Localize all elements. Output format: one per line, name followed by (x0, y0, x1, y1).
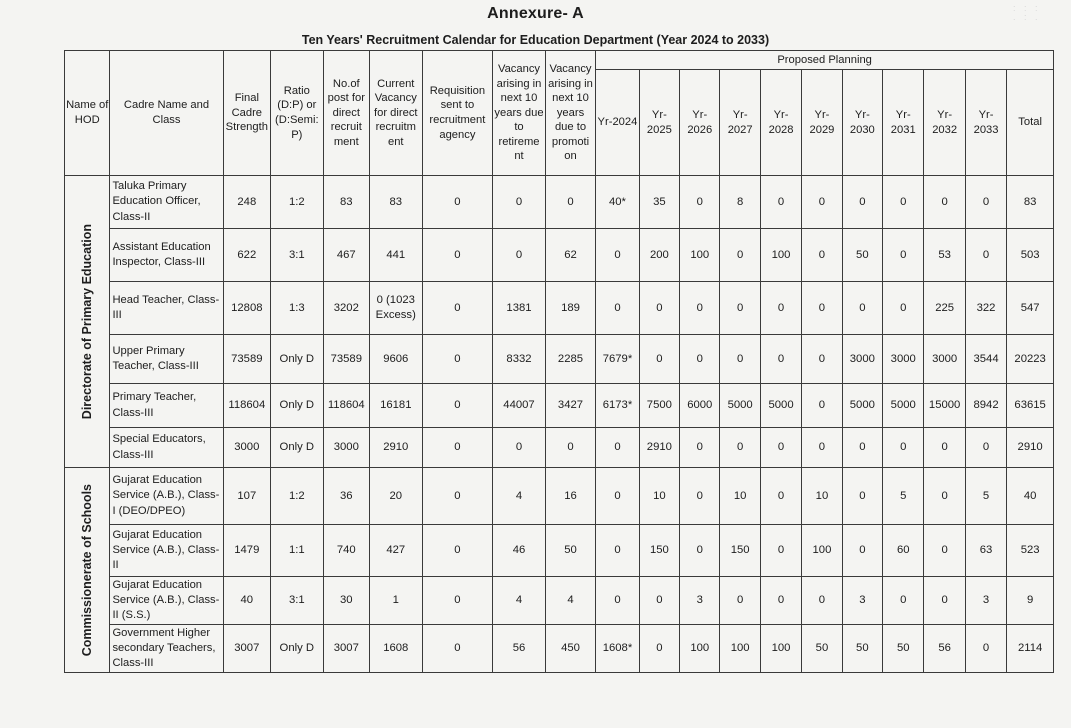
year-value-cell: 0 (883, 428, 924, 468)
current-vacancy-cell: 427 (370, 525, 423, 577)
total-cell: 503 (1007, 229, 1054, 282)
ratio-cell: Only D (271, 384, 324, 428)
year-value-cell: 3000 (924, 335, 965, 384)
table-row (65, 282, 1054, 335)
year-value-cell: 5 (965, 468, 1006, 525)
header-vacancy-promotion: Vacancy arising in next 10 years due to promoti on (545, 51, 596, 176)
final-strength-cell: 73589 (223, 335, 270, 384)
year-value-cell: 100 (680, 229, 720, 282)
cadre-cell: Taluka Primary Education Officer, Class-II (110, 176, 223, 229)
year-value-cell: 3 (680, 577, 720, 625)
current-vacancy-cell: 83 (370, 176, 423, 229)
year-value-cell: 5000 (760, 384, 801, 428)
posts-direct-cell: 83 (323, 176, 369, 229)
year-value-cell: 0 (639, 335, 679, 384)
header-cadre: Cadre Name and Class (110, 51, 223, 176)
current-vacancy-cell: 0 (1023 Excess) (370, 282, 423, 335)
year-value-cell: 0 (720, 577, 760, 625)
year-value-cell: 3000 (883, 335, 924, 384)
year-value-cell: 0 (924, 428, 965, 468)
total-cell: 40 (1007, 468, 1054, 525)
year-value-cell: 0 (802, 384, 842, 428)
year-value-cell: 3 (842, 577, 882, 625)
year-value-cell: 0 (842, 468, 882, 525)
year-value-cell: 5000 (720, 384, 760, 428)
year-value-cell: 10 (639, 468, 679, 525)
posts-direct-cell: 36 (323, 468, 369, 525)
current-vacancy-cell: 9606 (370, 335, 423, 384)
final-strength-cell: 3000 (223, 428, 270, 468)
vacancy-promotion-cell: 0 (545, 428, 596, 468)
ratio-cell: 1:1 (271, 525, 324, 577)
total-cell: 2114 (1007, 625, 1054, 673)
corner-watermark: : : : . : . (1013, 3, 1041, 22)
final-strength-cell: 248 (223, 176, 270, 229)
year-value-cell: 0 (680, 428, 720, 468)
final-strength-cell: 118604 (223, 384, 270, 428)
year-value-cell: 0 (802, 335, 842, 384)
year-value-cell: 0 (596, 577, 639, 625)
year-value-cell: 0 (924, 176, 965, 229)
year-value-cell: 150 (639, 525, 679, 577)
header-year: Yr-2031 (883, 70, 924, 176)
year-value-cell: 0 (842, 176, 882, 229)
hod-cell (65, 176, 110, 468)
table-row (65, 335, 1054, 384)
hod-cell (65, 468, 110, 673)
table-row (65, 176, 1054, 229)
posts-direct-cell: 3007 (323, 625, 369, 673)
posts-direct-cell: 30 (323, 577, 369, 625)
vacancy-retirement-cell: 44007 (493, 384, 546, 428)
cadre-cell: Assistant Education Inspector, Class-III (110, 229, 223, 282)
year-value-cell: 0 (639, 625, 679, 673)
ratio-cell: Only D (271, 335, 324, 384)
requisition-cell: 0 (422, 577, 493, 625)
vacancy-promotion-cell: 450 (545, 625, 596, 673)
cadre-cell: Gujarat Education Service (A.B.), Class-II (110, 525, 223, 577)
vacancy-retirement-cell: 4 (493, 577, 546, 625)
year-value-cell: 2910 (639, 428, 679, 468)
posts-direct-cell: 118604 (323, 384, 369, 428)
requisition-cell: 0 (422, 468, 493, 525)
year-value-cell: 50 (883, 625, 924, 673)
year-value-cell: 0 (883, 577, 924, 625)
year-value-cell: 0 (965, 229, 1006, 282)
ratio-cell: 1:2 (271, 176, 324, 229)
current-vacancy-cell: 441 (370, 229, 423, 282)
cadre-cell: Gujarat Education Service (A.B.), Class-I (DEO/DPEO) (110, 468, 223, 525)
year-value-cell: 5 (883, 468, 924, 525)
year-value-cell: 0 (842, 282, 882, 335)
year-value-cell: 0 (639, 577, 679, 625)
header-year: Yr-2027 (720, 70, 760, 176)
year-value-cell: 0 (680, 525, 720, 577)
requisition-cell: 0 (422, 229, 493, 282)
year-value-cell: 5000 (842, 384, 882, 428)
total-cell: 2910 (1007, 428, 1054, 468)
current-vacancy-cell: 2910 (370, 428, 423, 468)
year-value-cell: 0 (760, 335, 801, 384)
vacancy-promotion-cell: 62 (545, 229, 596, 282)
requisition-cell: 0 (422, 525, 493, 577)
header-posts-direct: No.of post for direct recruit ment (323, 51, 369, 176)
posts-direct-cell: 467 (323, 229, 369, 282)
current-vacancy-cell: 1 (370, 577, 423, 625)
page-title: Annexure- A (487, 5, 584, 22)
year-value-cell: 1608* (596, 625, 639, 673)
current-vacancy-cell: 16181 (370, 384, 423, 428)
year-value-cell: 50 (842, 229, 882, 282)
table-row (65, 577, 1054, 625)
ratio-cell: 1:2 (271, 468, 324, 525)
header-year: Yr-2030 (842, 70, 882, 176)
year-value-cell: 7500 (639, 384, 679, 428)
year-value-cell: 225 (924, 282, 965, 335)
vacancy-retirement-cell: 4 (493, 468, 546, 525)
year-value-cell: 3000 (842, 335, 882, 384)
year-value-cell: 10 (720, 468, 760, 525)
cadre-cell: Government Higher secondary Teachers, Class-III (110, 625, 223, 673)
table-row (65, 625, 1054, 673)
year-value-cell: 0 (760, 176, 801, 229)
year-value-cell: 0 (680, 176, 720, 229)
header-year: Yr-2024 (596, 70, 639, 176)
cadre-cell: Upper Primary Teacher, Class-III (110, 335, 223, 384)
header-vacancy-retirement: Vacancy arising in next 10 years due to retireme nt (493, 51, 546, 176)
cadre-cell: Head Teacher, Class-III (110, 282, 223, 335)
ratio-cell: Only D (271, 625, 324, 673)
year-value-cell: 0 (802, 577, 842, 625)
vacancy-promotion-cell: 50 (545, 525, 596, 577)
vacancy-retirement-cell: 0 (493, 428, 546, 468)
year-value-cell: 0 (596, 229, 639, 282)
vacancy-promotion-cell: 2285 (545, 335, 596, 384)
table-row (65, 428, 1054, 468)
vacancy-retirement-cell: 8332 (493, 335, 546, 384)
total-cell: 547 (1007, 282, 1054, 335)
requisition-cell: 0 (422, 625, 493, 673)
total-cell: 20223 (1007, 335, 1054, 384)
ratio-cell: 3:1 (271, 577, 324, 625)
year-value-cell: 3544 (965, 335, 1006, 384)
requisition-cell: 0 (422, 428, 493, 468)
total-cell: 63615 (1007, 384, 1054, 428)
year-value-cell: 0 (924, 577, 965, 625)
posts-direct-cell: 3000 (323, 428, 369, 468)
year-value-cell: 0 (842, 525, 882, 577)
year-value-cell: 0 (680, 468, 720, 525)
final-strength-cell: 40 (223, 577, 270, 625)
vacancy-promotion-cell: 4 (545, 577, 596, 625)
requisition-cell: 0 (422, 176, 493, 229)
final-strength-cell: 12808 (223, 282, 270, 335)
header-year: Yr-2032 (924, 70, 965, 176)
year-value-cell: 56 (924, 625, 965, 673)
hod-label: Commissionerate of Schools (80, 483, 95, 657)
requisition-cell: 0 (422, 335, 493, 384)
table-row (65, 384, 1054, 428)
year-value-cell: 0 (802, 282, 842, 335)
year-value-cell: 0 (883, 229, 924, 282)
vacancy-promotion-cell: 189 (545, 282, 596, 335)
year-value-cell: 8 (720, 176, 760, 229)
year-value-cell: 0 (883, 282, 924, 335)
final-strength-cell: 107 (223, 468, 270, 525)
year-value-cell: 0 (965, 176, 1006, 229)
year-value-cell: 100 (720, 625, 760, 673)
year-value-cell: 100 (802, 525, 842, 577)
year-value-cell: 50 (842, 625, 882, 673)
year-value-cell: 35 (639, 176, 679, 229)
header-proposed-planning: Proposed Planning (596, 51, 1054, 70)
hod-label: Directorate of Primary Education (80, 223, 95, 420)
requisition-cell: 0 (422, 384, 493, 428)
ratio-cell: 1:3 (271, 282, 324, 335)
year-value-cell: 0 (720, 229, 760, 282)
current-vacancy-cell: 1608 (370, 625, 423, 673)
year-value-cell: 0 (802, 176, 842, 229)
year-value-cell: 8942 (965, 384, 1006, 428)
header-year: Yr-2028 (760, 70, 801, 176)
cadre-cell: Primary Teacher, Class-III (110, 384, 223, 428)
year-value-cell: 3 (965, 577, 1006, 625)
year-value-cell: 322 (965, 282, 1006, 335)
year-value-cell: 0 (639, 282, 679, 335)
final-strength-cell: 622 (223, 229, 270, 282)
year-value-cell: 0 (924, 468, 965, 525)
vacancy-retirement-cell: 0 (493, 176, 546, 229)
year-value-cell: 200 (639, 229, 679, 282)
year-value-cell: 0 (842, 428, 882, 468)
ratio-cell: 3:1 (271, 229, 324, 282)
posts-direct-cell: 73589 (323, 335, 369, 384)
vacancy-retirement-cell: 1381 (493, 282, 546, 335)
current-vacancy-cell: 20 (370, 468, 423, 525)
vacancy-promotion-cell: 16 (545, 468, 596, 525)
year-value-cell: 0 (760, 428, 801, 468)
table-row (65, 468, 1054, 525)
header-year: Yr-2033 (965, 70, 1006, 176)
header-final-strength: Final Cadre Strength (223, 51, 270, 176)
year-value-cell: 10 (802, 468, 842, 525)
table-row (65, 525, 1054, 577)
year-value-cell: 5000 (883, 384, 924, 428)
year-value-cell: 0 (760, 577, 801, 625)
final-strength-cell: 1479 (223, 525, 270, 577)
final-strength-cell: 3007 (223, 625, 270, 673)
header-year: Yr-2026 (680, 70, 720, 176)
total-cell: 83 (1007, 176, 1054, 229)
posts-direct-cell: 3202 (323, 282, 369, 335)
year-value-cell: 0 (760, 525, 801, 577)
requisition-cell: 0 (422, 282, 493, 335)
year-value-cell: 0 (965, 428, 1006, 468)
total-cell: 9 (1007, 577, 1054, 625)
table-row (65, 229, 1054, 282)
year-value-cell: 0 (883, 176, 924, 229)
ratio-cell: Only D (271, 428, 324, 468)
year-value-cell: 0 (965, 625, 1006, 673)
year-value-cell: 0 (596, 428, 639, 468)
year-value-cell: 0 (720, 282, 760, 335)
header-current-vacancy: Current Vacancy for direct recruitm ent (370, 51, 423, 176)
header-hod: Name of HOD (65, 51, 110, 176)
year-value-cell: 0 (802, 428, 842, 468)
header-year: Yr-2029 (802, 70, 842, 176)
year-value-cell: 100 (680, 625, 720, 673)
vacancy-promotion-cell: 0 (545, 176, 596, 229)
year-value-cell: 100 (760, 625, 801, 673)
year-value-cell: 100 (760, 229, 801, 282)
year-value-cell: 6173* (596, 384, 639, 428)
year-value-cell: 6000 (680, 384, 720, 428)
year-value-cell: 0 (924, 525, 965, 577)
vacancy-retirement-cell: 0 (493, 229, 546, 282)
header-requisition: Requisition sent to recruitment agency (422, 51, 493, 176)
year-value-cell: 0 (720, 335, 760, 384)
cadre-cell: Gujarat Education Service (A.B.), Class-II (S.S.) (110, 577, 223, 625)
vacancy-retirement-cell: 56 (493, 625, 546, 673)
vacancy-promotion-cell: 3427 (545, 384, 596, 428)
year-value-cell: 0 (680, 282, 720, 335)
posts-direct-cell: 740 (323, 525, 369, 577)
year-value-cell: 0 (680, 335, 720, 384)
year-value-cell: 0 (802, 229, 842, 282)
header-ratio: Ratio (D:P) or (D:Semi: P) (271, 51, 324, 176)
year-value-cell: 53 (924, 229, 965, 282)
year-value-cell: 0 (760, 282, 801, 335)
year-value-cell: 0 (720, 428, 760, 468)
year-value-cell: 0 (596, 468, 639, 525)
header-year: Yr-2025 (639, 70, 679, 176)
page-subtitle: Ten Years' Recruitment Calendar for Education Department (Year 2024 to 2033) (301, 33, 770, 47)
recruitment-calendar-table (64, 50, 1054, 673)
year-value-cell: 63 (965, 525, 1006, 577)
year-value-cell: 7679* (596, 335, 639, 384)
vacancy-retirement-cell: 46 (493, 525, 546, 577)
year-value-cell: 150 (720, 525, 760, 577)
year-value-cell: 50 (802, 625, 842, 673)
header-total: Total (1007, 70, 1054, 176)
year-value-cell: 0 (596, 282, 639, 335)
total-cell: 523 (1007, 525, 1054, 577)
year-value-cell: 0 (760, 468, 801, 525)
year-value-cell: 40* (596, 176, 639, 229)
year-value-cell: 0 (596, 525, 639, 577)
cadre-cell: Special Educators, Class-III (110, 428, 223, 468)
year-value-cell: 60 (883, 525, 924, 577)
year-value-cell: 15000 (924, 384, 965, 428)
